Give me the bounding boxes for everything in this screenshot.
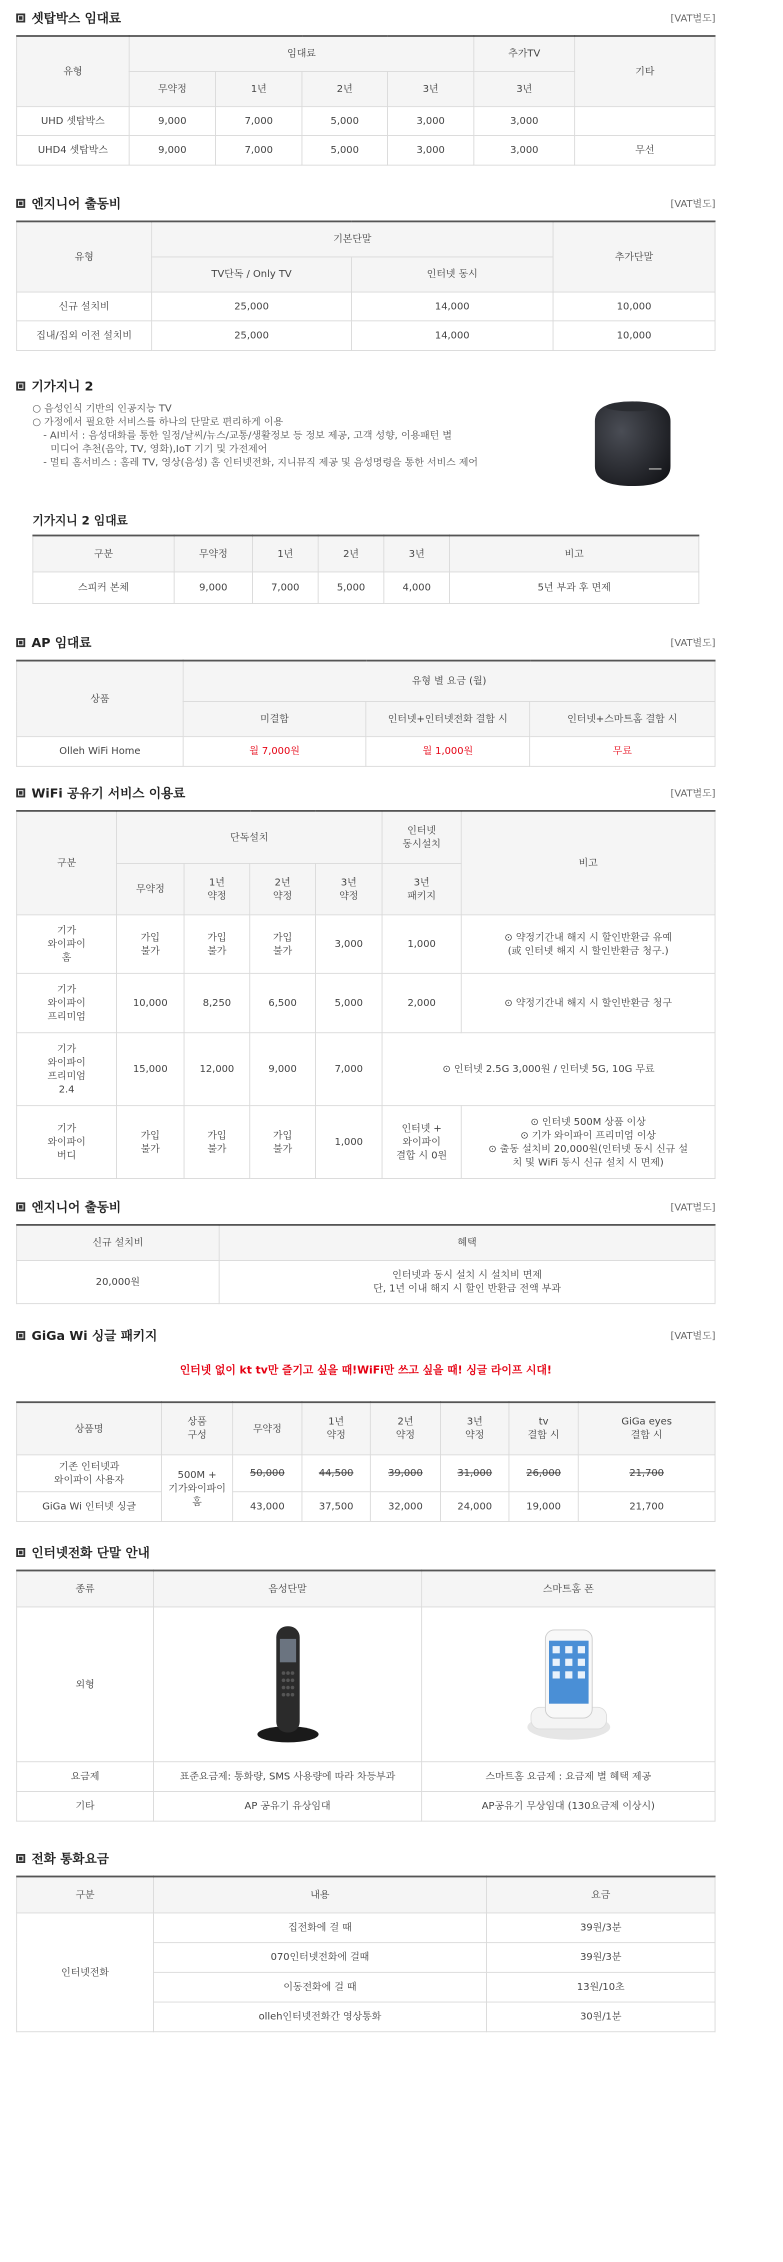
- table-cell: 5,000: [315, 973, 382, 1032]
- table-cell: 기가 와이파이 프리미엄 2.4: [17, 1032, 117, 1105]
- table-cell: [153, 1607, 421, 1762]
- engineer-fee2-table: [16, 1224, 715, 1304]
- table-header-cell: 3년 약정: [315, 863, 382, 914]
- table-cell: 기존 인터넷과 와이파이 사용자: [17, 1454, 162, 1491]
- table-cell: 20,000원: [17, 1260, 220, 1303]
- table-cell: 외형: [17, 1607, 154, 1762]
- table-row: [17, 292, 715, 321]
- table-cell: 3,000: [474, 135, 575, 165]
- table-cell: 인터넷 + 와이파이 결합 시 0원: [382, 1105, 461, 1178]
- bullet-square-icon: [16, 638, 25, 647]
- table-cell: 2,000: [382, 973, 461, 1032]
- table-cell: AP 공유기 유상임대: [153, 1791, 421, 1821]
- table-header-cell: 유형: [17, 36, 129, 106]
- bullet-square-icon: [16, 1854, 25, 1863]
- phone-device-section: [16, 1543, 715, 1822]
- table-header-cell: 2년 약정: [370, 1402, 440, 1454]
- table-cell: 26,000: [509, 1454, 578, 1491]
- table-cell: 13원/10초: [486, 1972, 715, 2002]
- call-fee-table: [16, 1876, 715, 2032]
- table-cell: 19,000: [509, 1491, 578, 1521]
- table-cell: 6,500: [250, 973, 316, 1032]
- table-cell: Olleh WiFi Home: [17, 736, 184, 766]
- table-header-cell: 구분: [33, 536, 174, 572]
- table-cell: 39,000: [370, 1454, 440, 1491]
- table-cell: 9,000: [129, 135, 215, 165]
- table-cell: 5,000: [302, 135, 388, 165]
- table-cell: 가입 불가: [250, 1105, 316, 1178]
- table-cell: 10,000: [117, 973, 184, 1032]
- table-header-cell: 무약정: [129, 71, 215, 106]
- table-cell: 15,000: [117, 1032, 184, 1105]
- table-row: [17, 1491, 715, 1521]
- table-header-cell: 1년: [252, 536, 318, 572]
- table-cell: 9,000: [129, 106, 215, 135]
- table-header-cell: 추가TV: [474, 36, 575, 71]
- table-cell: 무선: [575, 135, 715, 165]
- settop-section: [16, 8, 715, 165]
- table-cell: 500M + 기가와이파이 홈: [162, 1454, 233, 1521]
- table-row: [17, 1454, 715, 1491]
- table-header-cell: 인터넷 동시: [351, 257, 553, 292]
- table-cell: 5,000: [318, 572, 384, 604]
- table-cell: 기가 와이파이 프리미엄: [17, 973, 117, 1032]
- table-cell: 이동전화에 걸 때: [153, 1972, 486, 2002]
- table-header-cell: 무약정: [117, 863, 184, 914]
- table-cell: 14,000: [351, 320, 553, 350]
- smart-home-phone-image: [514, 1621, 622, 1747]
- table-header-cell: 혜택: [219, 1225, 715, 1260]
- table-header-cell: 유형 별 요금 (월): [183, 661, 715, 702]
- table-row: [17, 106, 715, 135]
- section-title: WiFi 공유기 서비스 이용료: [31, 786, 186, 801]
- table-cell: 가입 불가: [250, 914, 316, 973]
- section-title: GiGa Wi 싱글 패키지: [31, 1329, 158, 1344]
- table-cell: 가입 불가: [117, 1105, 184, 1178]
- section-title: 셋탑박스 임대료: [31, 11, 122, 27]
- table-cell: ⊙ 약정기간내 해지 시 할인반환금 청구: [461, 973, 715, 1032]
- settop-table: [16, 35, 715, 165]
- table-header-cell: 1년: [216, 71, 302, 106]
- table-header-cell: 음성단말: [153, 1571, 421, 1607]
- ap-rent-table: [16, 660, 715, 767]
- table-cell: 8,250: [184, 973, 250, 1032]
- table-cell: 기타: [17, 1791, 154, 1821]
- table-header-cell: 3년: [384, 536, 450, 572]
- section-title: 기가지니 2: [31, 379, 94, 395]
- table-cell: 37,500: [302, 1491, 370, 1521]
- table-header-cell: 인터넷 동시설치: [382, 811, 461, 863]
- table-header-cell: 무약정: [174, 536, 252, 572]
- table-header-cell: 인터넷+인터넷전화 결합 시: [366, 701, 530, 736]
- table-cell: 인터넷전화: [17, 1913, 154, 2032]
- giga-wi-section: GiGa Wi 싱글 패키지 [VAT별도] 인터넷 없이 kt tv만 즐기고 싶을 때!WiFi만 쓰고 싶을 때! 싱글 라이프 시대! 상품명 상품 구성 무약정 1년 약정 2년 약정 3년 약정 tv 결합 시 GiGa eyes 결합 시 기존 인터넷과 와이파이 사용자 500M + 기가와이파이 홈 50,000 44,500 39,000 31,000 26,000 21,700 GiGa Wi 인터넷 싱글 43,000 37,500 32,000 24,000 19,000 21,700: [16, 1326, 715, 1346]
- table-cell: 25,000: [152, 320, 352, 350]
- table-cell: 인터넷과 동시 설치 시 설치비 면제 단, 1년 이내 해지 시 할인 반환금 전액 부과: [219, 1260, 715, 1303]
- promo-text: 인터넷 없이 kt tv만 즐기고 싶을 때!WiFi만 쓰고 싶을 때! 싱글 라이프 시대!: [179, 1363, 552, 1377]
- table-header-cell: 임대료: [129, 36, 474, 71]
- table-cell: 10,000: [553, 292, 715, 321]
- table-cell: 21,700: [578, 1454, 715, 1491]
- bullet-square-icon: [16, 382, 25, 391]
- table-cell: ⊙ 인터넷 2.5G 3,000원 / 인터넷 5G, 10G 무료: [382, 1032, 715, 1105]
- gigagenie-description: ○ 음성인식 기반의 인공지능 TV ○ 가정에서 필요한 서비스를 하나의 단말로 편리하게 이용 - AI비서 : 음성대화를 통한 일정/날씨/뉴스/교통/생활정보 등 정보 제공, 고객 성향, 이용패턴 별 미디어 추천(음악, TV, 영화),IoT 기기 및 가전제어 - 멀티 홈서비스 : 홈레 TV, 영상(음성) 홈 인터넷전화, 지니뮤직 제공 및 음성명령을 통한 서비스 제어: [32, 402, 478, 468]
- table-cell: 7,000: [216, 135, 302, 165]
- table-header-cell: 미결합: [183, 701, 366, 736]
- bullet-square-icon: [16, 1548, 25, 1557]
- table-cell: 10,000: [553, 320, 715, 350]
- table-header-cell: 단독설치: [117, 811, 383, 863]
- bullet-square-icon: [16, 788, 25, 797]
- table-cell: UHD 셋탑박스: [17, 106, 129, 135]
- section-title: 엔지니어 출동비: [31, 1200, 122, 1215]
- gigagenie-section: [16, 376, 715, 594]
- table-header-cell: 비고: [450, 536, 699, 572]
- table-header-cell: 무약정: [233, 1402, 302, 1454]
- speaker-image: [577, 394, 689, 493]
- table-cell: 39원/3분: [486, 1913, 715, 1943]
- table-header-cell: 2년: [302, 71, 388, 106]
- table-header-cell: 상품명: [17, 1402, 162, 1454]
- table-cell: 3,000: [387, 106, 473, 135]
- table-header-cell: 구분: [17, 1877, 154, 1913]
- table-row: [17, 1607, 715, 1762]
- table-row: [17, 973, 715, 1032]
- table-row: [17, 1260, 715, 1303]
- table-cell: ⊙ 약정기간내 해지 시 할인반환금 유예 (或 인터넷 해지 시 할인반환금 청구.): [461, 914, 715, 973]
- section-title: 엔지니어 출동비: [31, 197, 122, 212]
- table-row: [17, 736, 715, 766]
- ap-rent-section: AP 임대료 [VAT별도] 상품 유형 별 요금 (월) 미결합 인터넷+인터넷전화 결합 시 인터넷+스마트홈 결합 시 Olleh WiFi Home 월 7,000원 월 1,000원 무료: [16, 633, 715, 767]
- table-header-cell: 상품 구성: [162, 1402, 233, 1454]
- table-header-cell: 2년: [318, 536, 384, 572]
- table-cell: 5,000: [302, 106, 388, 135]
- table-row: [17, 1791, 715, 1821]
- table-cell: 3,000: [315, 914, 382, 973]
- table-cell: 가입 불가: [184, 1105, 250, 1178]
- table-row: [17, 1913, 715, 1943]
- table-cell: 39원/3분: [486, 1942, 715, 1972]
- table-header-cell: 기본단말: [152, 221, 553, 256]
- table-header-cell: 구분: [17, 811, 117, 915]
- table-cell: 가입 불가: [184, 914, 250, 973]
- table-cell: 3,000: [387, 135, 473, 165]
- table-row: [17, 1105, 715, 1178]
- engineer-fee2-section: 엔지니어 출동비 [VAT별도] 신규 설치비 혜택 20,000원 인터넷과 동시 설치 시 설치비 면제 단, 1년 이내 해지 시 할인 반환금 전액 부과: [16, 1197, 715, 1304]
- gigagenie-table: [32, 535, 699, 604]
- table-cell: 월 7,000원: [183, 736, 366, 766]
- table-cell: 7,000: [315, 1032, 382, 1105]
- table-header-cell: 3년 약정: [441, 1402, 509, 1454]
- section-title: AP 임대료: [31, 636, 92, 651]
- table-cell: 스피커 본체: [33, 572, 174, 604]
- table-header-cell: 종류: [17, 1571, 154, 1607]
- table-header-cell: TV단독 / Only TV: [152, 257, 352, 292]
- table-row: [17, 320, 715, 350]
- table-header-cell: 1년 약정: [184, 863, 250, 914]
- table-cell: 9,000: [174, 572, 252, 604]
- table-cell: 1,000: [315, 1105, 382, 1178]
- phone-device-table: [16, 1570, 715, 1822]
- table-header-cell: 요금: [486, 1877, 715, 1913]
- table-cell: 5년 부과 후 면제: [450, 572, 699, 604]
- table-row: [17, 1032, 715, 1105]
- table-cell: 7,000: [252, 572, 318, 604]
- table-cell: 21,700: [578, 1491, 715, 1521]
- table-cell: 기가 와이파이 홈: [17, 914, 117, 973]
- call-fee-section: [16, 1849, 715, 2032]
- table-cell: 가입 불가: [117, 914, 184, 973]
- table-cell: olleh인터넷전화간 영상통화: [153, 2002, 486, 2032]
- voice-phone-image: [252, 1621, 324, 1747]
- table-cell: 9,000: [250, 1032, 316, 1105]
- table-cell: AP공유기 무상임대 (130요금제 이상시): [422, 1791, 715, 1821]
- table-cell: 3,000: [474, 106, 575, 135]
- vat-note: [VAT별도]: [670, 12, 716, 25]
- gigagenie-rent-title: 기가지니 2 임대료: [32, 514, 128, 529]
- bullet-square-icon: [16, 1331, 25, 1340]
- table-cell: 32,000: [370, 1491, 440, 1521]
- table-cell: 30원/1분: [486, 2002, 715, 2032]
- table-header-cell: 기타: [575, 36, 715, 106]
- table-header-cell: 스마트홈 폰: [422, 1571, 715, 1607]
- wifi-router-section: WiFi 공유기 서비스 이용료 [VAT별도] 구분 단독설치 인터넷 동시설치 비고 무약정 1년 약정 2년 약정 3년 약정 3년 패키지 기가 와이파이 홈 가입 불가 가입 불가 가입 불가 3,000 1,000 ⊙ 약정기간내 해지 시 할인반환금 유예 (或 인터넷 해지 시 할인반환금 청구.) 기가 와이파이 프리미엄 10,000 8,250 6,500 5,000 2,000 ⊙ 약정기간내 해지 시 할인반환금 청구 기가 와이파이 프리미엄 2.4 15,000 12,000 9,000 7,000 ⊙ 인터넷 2.5G 3,000원 / 인터넷 5G, 10G 무료 기가 와이파이 버디 가입 불가 가입 불가 가입 불가 1,000 인터넷 + 와이파이 결합 시 0원 ⊙ 인터넷 500M 상품 이상 ⊙ 기가 와이파이 프리미엄 이상 ⊙ 출동 설치비 20,000원(인터넷 동시 신규 설 치 및 WiFi 동시 신규 설치 시 면제): [16, 783, 715, 1179]
- table-header-cell: 상품: [17, 661, 184, 737]
- bullet-square-icon: [16, 14, 25, 23]
- table-cell: 월 1,000원: [366, 736, 530, 766]
- table-header-cell: 추가단말: [553, 221, 715, 291]
- table-cell: 1,000: [382, 914, 461, 973]
- wifi-fee-table: [16, 810, 715, 1179]
- table-cell: 43,000: [233, 1491, 302, 1521]
- table-cell: 12,000: [184, 1032, 250, 1105]
- table-row: [33, 572, 699, 604]
- table-header-cell: GiGa eyes 결합 시: [578, 1402, 715, 1454]
- table-cell: 요금제: [17, 1761, 154, 1791]
- table-cell: 44,500: [302, 1454, 370, 1491]
- table-header-cell: 3년 패키지: [382, 863, 461, 914]
- table-cell: 표준요금제: 통화량, SMS 사용량에 따라 차등부과: [153, 1761, 421, 1791]
- table-header-cell: 신규 설치비: [17, 1225, 220, 1260]
- table-row: [17, 1761, 715, 1791]
- engineer-fee-table: [16, 221, 715, 351]
- table-cell: UHD4 셋탑박스: [17, 135, 129, 165]
- table-cell: 31,000: [441, 1454, 509, 1491]
- table-header-cell: 3년: [474, 71, 575, 106]
- table-cell: 070인터넷전화에 걸때: [153, 1942, 486, 1972]
- table-cell: 4,000: [384, 572, 450, 604]
- table-header-cell: tv 결합 시: [509, 1402, 578, 1454]
- table-cell: 50,000: [233, 1454, 302, 1491]
- table-cell: ⊙ 인터넷 500M 상품 이상 ⊙ 기가 와이파이 프리미엄 이상 ⊙ 출동 설치비 20,000원(인터넷 동시 신규 설 치 및 WiFi 동시 신규 설치 시 면제): [461, 1105, 715, 1178]
- table-cell: [422, 1607, 715, 1762]
- section-title: 전화 통화요금: [31, 1852, 109, 1867]
- table-header-cell: 3년: [387, 71, 473, 106]
- table-cell: [575, 106, 715, 135]
- table-header-cell: 유형: [17, 221, 152, 291]
- table-cell: 무료: [530, 736, 715, 766]
- table-cell: 25,000: [152, 292, 352, 321]
- table-header-cell: 인터넷+스마트홈 결합 시: [530, 701, 715, 736]
- table-cell: 집내/집외 이전 설치비: [17, 320, 152, 350]
- bullet-square-icon: [16, 1202, 25, 1211]
- section-title: 인터넷전화 단말 안내: [31, 1546, 150, 1561]
- table-row: [17, 914, 715, 973]
- table-cell: 신규 설치비: [17, 292, 152, 321]
- engineer-fee-section: 엔지니어 출동비 [VAT별도] 유형 기본단말 추가단말 TV단독 / Only TV 인터넷 동시 신규 설치비 25,000 14,000 10,000 집내/집외 이전 설치비 25,000 14,000 10,000: [16, 194, 715, 351]
- table-cell: GiGa Wi 인터넷 싱글: [17, 1491, 162, 1521]
- table-cell: 스마트홈 요금제 : 요금제 별 혜택 제공: [422, 1761, 715, 1791]
- table-header-cell: 2년 약정: [250, 863, 316, 914]
- giga-wi-table: [16, 1401, 715, 1521]
- table-header-cell: 1년 약정: [302, 1402, 370, 1454]
- table-cell: 24,000: [441, 1491, 509, 1521]
- bullet-square-icon: [16, 199, 25, 208]
- table-cell: 집전화에 걸 때: [153, 1913, 486, 1943]
- table-cell: 14,000: [351, 292, 553, 321]
- table-cell: 7,000: [216, 106, 302, 135]
- table-header-cell: 비고: [461, 811, 715, 915]
- table-row: [17, 135, 715, 165]
- table-header-cell: 내용: [153, 1877, 486, 1913]
- table-cell: 기가 와이파이 버디: [17, 1105, 117, 1178]
